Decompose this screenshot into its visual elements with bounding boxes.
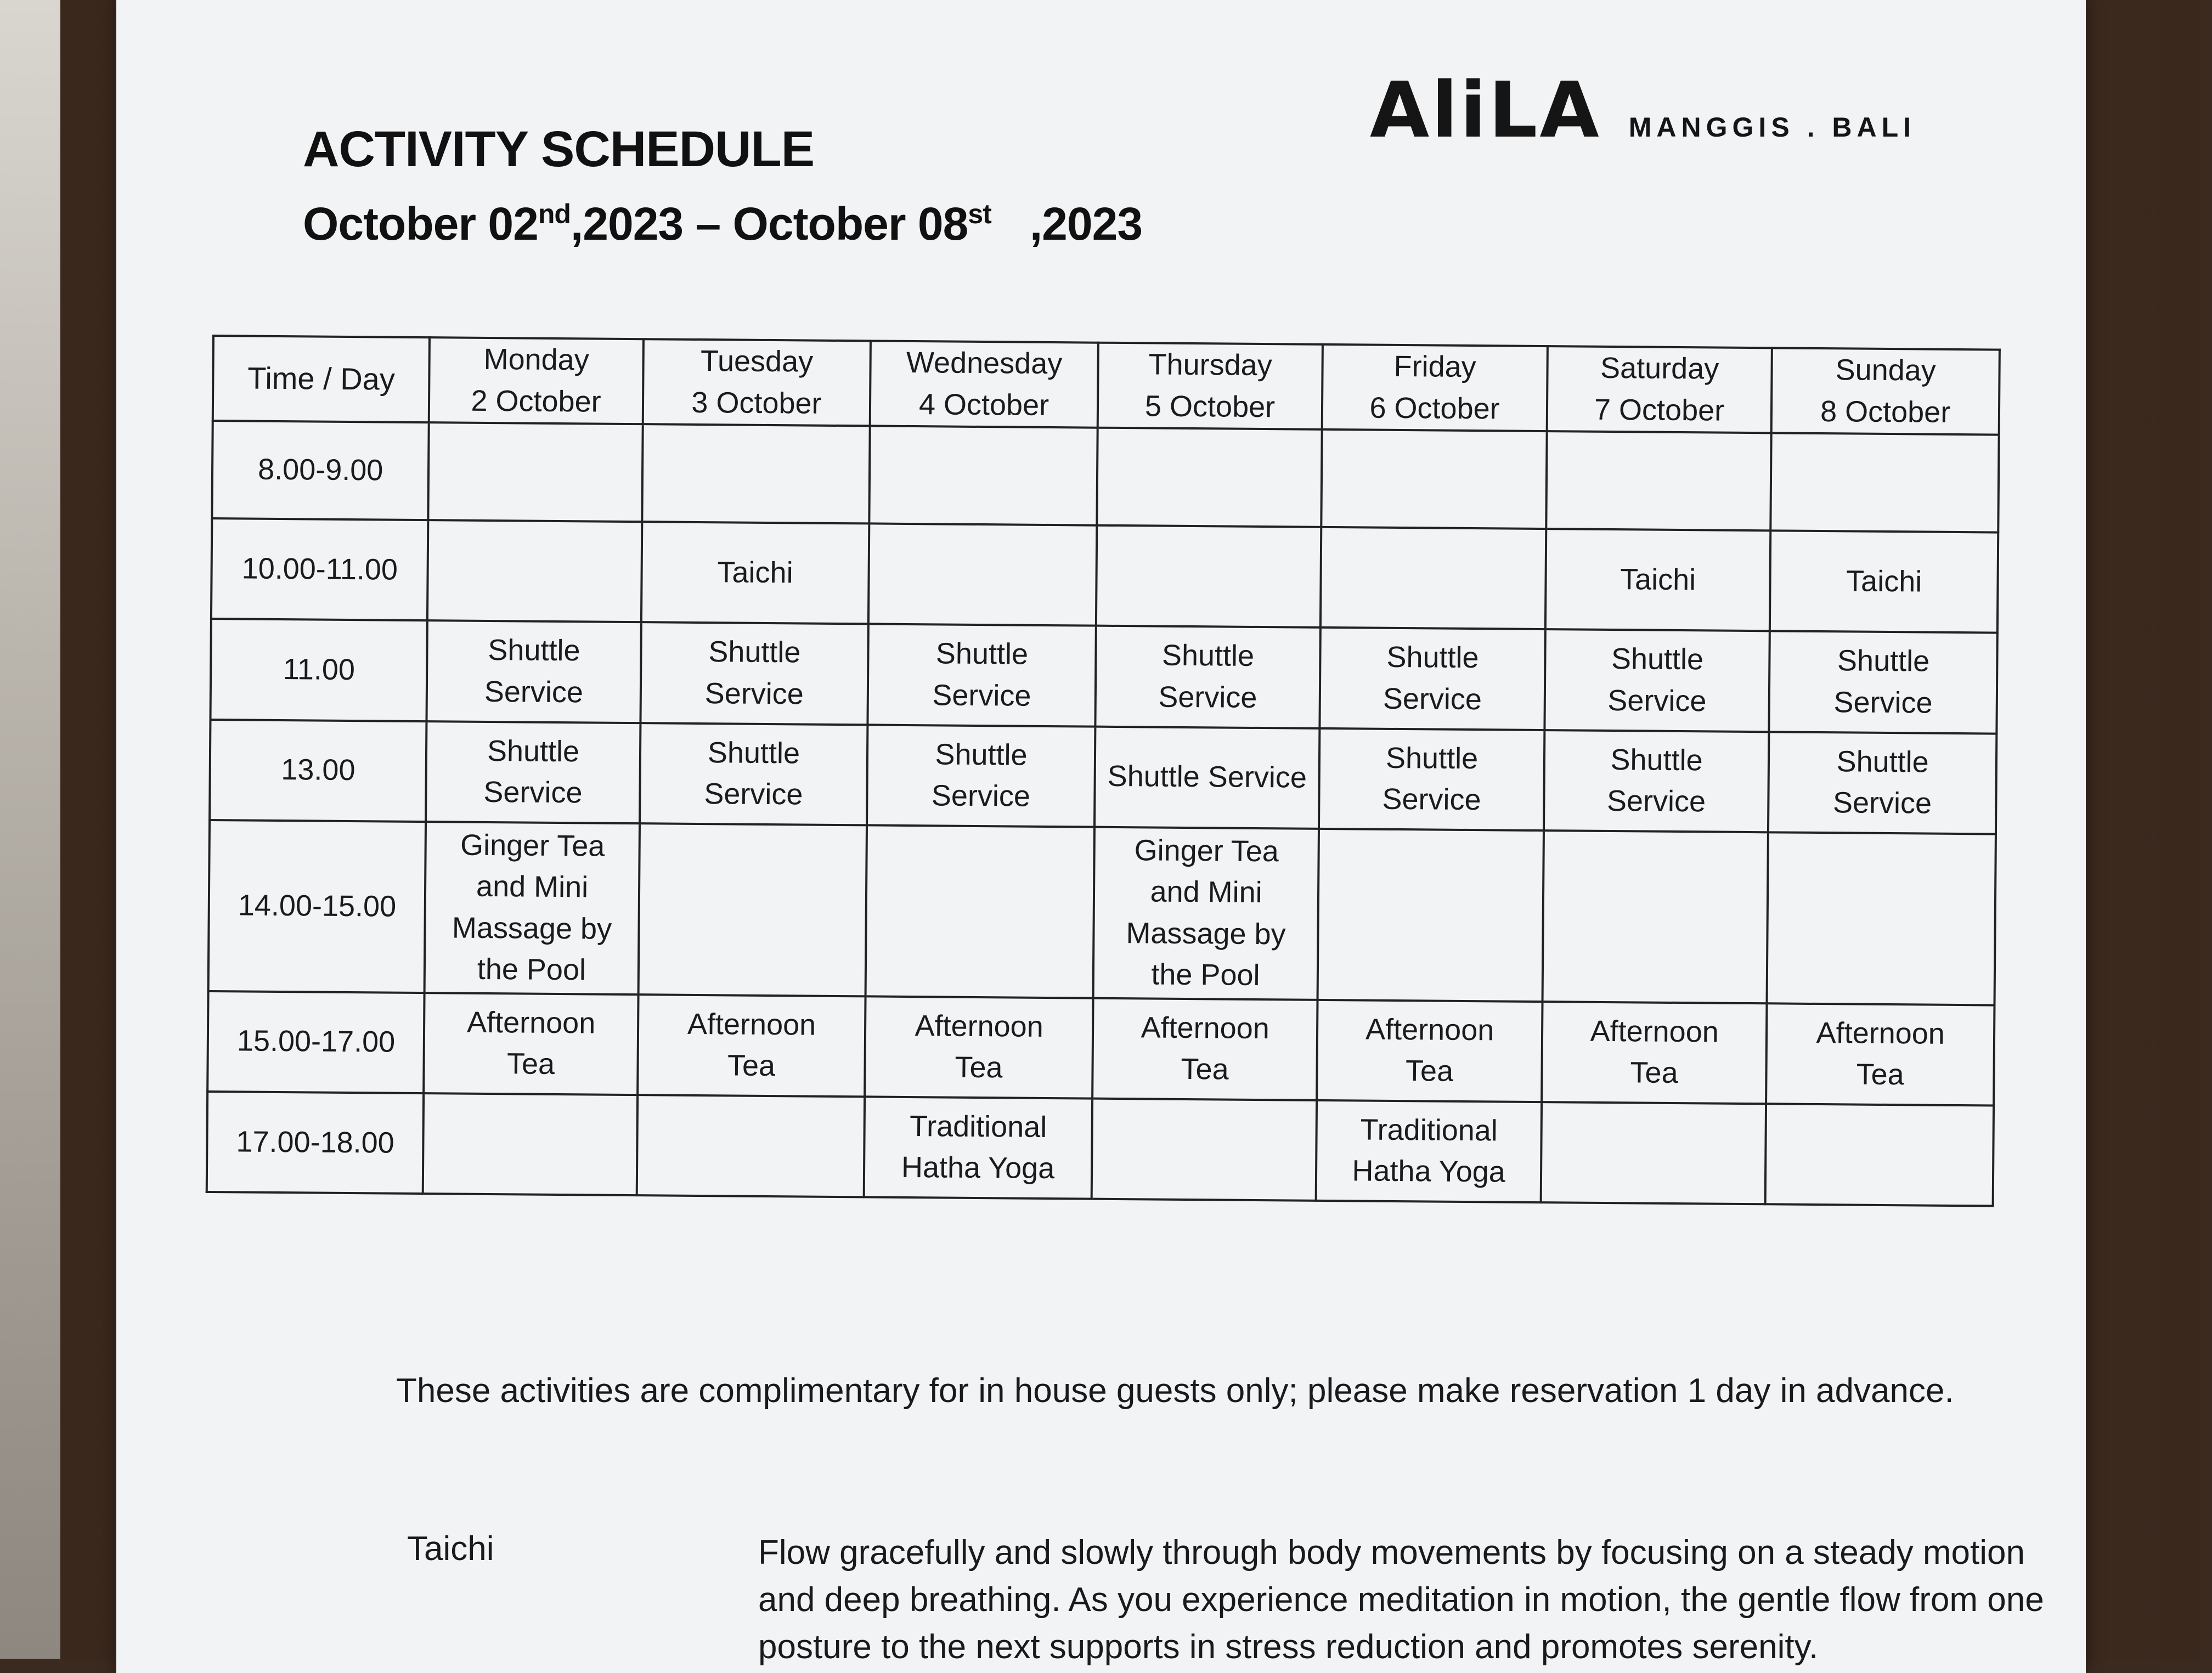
activity-cell bbox=[1096, 525, 1322, 628]
schedule-row bbox=[207, 991, 1994, 1106]
activity-cell: Afternoon Tea bbox=[865, 996, 1093, 1098]
activity-cell bbox=[1091, 1098, 1317, 1200]
header-day: Monday 2 October bbox=[429, 337, 644, 424]
activity-cell: Shuttle Service bbox=[427, 621, 641, 723]
activity-cell: Ginger Tea and Mini Massage by the Pool bbox=[1093, 827, 1319, 999]
activity-cell: Afternoon Tea bbox=[1766, 1003, 1994, 1105]
schedule-row bbox=[210, 619, 1997, 733]
activity-cell: Shuttle Service bbox=[1769, 631, 1997, 733]
activity-cell: Shuttle Service bbox=[426, 721, 640, 823]
activity-cell: Shuttle Service bbox=[1320, 628, 1545, 730]
date-start-year: ,2023 – October 08 bbox=[570, 198, 968, 250]
activity-cell bbox=[638, 823, 867, 996]
description-term: Taichi bbox=[407, 1530, 494, 1568]
activity-cell: Traditional Hatha Yoga bbox=[864, 1097, 1092, 1199]
time-slot: 8.00-9.00 bbox=[212, 421, 429, 520]
time-slot: 14.00-15.00 bbox=[208, 820, 426, 993]
activity-cell: Traditional Hatha Yoga bbox=[1316, 1100, 1542, 1202]
time-slot: 15.00-17.00 bbox=[207, 991, 425, 1093]
activity-cell bbox=[1542, 830, 1768, 1003]
time-slot: 11.00 bbox=[210, 619, 427, 721]
header-day: Sunday 8 October bbox=[1771, 348, 2000, 434]
header-row bbox=[213, 336, 2000, 435]
activity-cell bbox=[1318, 829, 1544, 1002]
activity-cell bbox=[423, 1093, 637, 1195]
brand-logo: AliLA bbox=[1369, 66, 1601, 155]
activity-cell bbox=[870, 426, 1098, 525]
activity-cell: Afternoon Tea bbox=[424, 993, 639, 1095]
date-end-suffix: st bbox=[968, 199, 991, 229]
activity-cell bbox=[1321, 527, 1546, 629]
brand-header bbox=[1370, 66, 1916, 155]
activity-cell: Shuttle Service bbox=[640, 723, 868, 825]
notice-text: These activities are complimentary for in house guests only; please make reservation 1 day in advance. bbox=[396, 1372, 1954, 1410]
activity-cell: Shuttle Service bbox=[867, 725, 1095, 827]
schedule-body bbox=[207, 421, 1999, 1206]
activity-cell bbox=[428, 422, 643, 522]
activity-cell: Afternoon Tea bbox=[637, 994, 866, 1097]
activity-cell: Taichi bbox=[641, 522, 870, 624]
activity-cell: Shuttle Service bbox=[868, 624, 1096, 726]
activity-cell: Ginger Tea and Mini Massage by the Pool bbox=[425, 822, 640, 994]
activity-cell bbox=[866, 825, 1094, 998]
activity-cell bbox=[1541, 1102, 1766, 1204]
activity-schedule-table bbox=[206, 335, 2001, 1207]
activity-cell bbox=[1097, 428, 1322, 527]
schedule-row bbox=[210, 720, 1996, 834]
activity-cell bbox=[1322, 429, 1547, 529]
activity-cell bbox=[1767, 832, 1996, 1005]
activity-cell: Taichi bbox=[1545, 529, 1771, 631]
header-day: Wednesday 4 October bbox=[870, 341, 1098, 427]
activity-cell: Shuttle Service bbox=[1768, 732, 1996, 834]
schedule-sheet bbox=[116, 0, 2086, 1673]
time-slot: 10.00-11.00 bbox=[211, 518, 428, 620]
activity-cell: Afternoon Tea bbox=[1542, 1002, 1767, 1104]
page-title: ACTIVITY SCHEDULE bbox=[303, 121, 815, 177]
header-day: Thursday 5 October bbox=[1098, 343, 1323, 429]
header-day: Friday 6 October bbox=[1322, 344, 1548, 431]
activity-cell bbox=[636, 1095, 865, 1197]
schedule-row bbox=[207, 1092, 1994, 1206]
date-start: October 02 bbox=[303, 198, 538, 250]
activity-cell: Afternoon Tea bbox=[1092, 998, 1318, 1100]
activity-cell bbox=[1765, 1104, 1994, 1206]
time-slot: 17.00-18.00 bbox=[207, 1092, 424, 1194]
activity-cell: Shuttle Service bbox=[1544, 730, 1769, 832]
activity-cell: Shuttle Service bbox=[1544, 630, 1770, 732]
header-day: Saturday 7 October bbox=[1547, 346, 1773, 433]
activity-cell: Shuttle Service bbox=[640, 623, 868, 725]
activity-cell: Shuttle Service bbox=[1319, 728, 1544, 830]
date-end-year: ,2023 bbox=[1029, 198, 1143, 250]
description-text: Flow gracefully and slowly through body movements by focusing on a steady motion and deep breathing. As you experience meditation in motion, the gentle flow from one posture to the next supports in stress reduction and promotes serenity. bbox=[758, 1534, 2044, 1666]
schedule-row bbox=[211, 518, 1998, 633]
time-slot: 13.00 bbox=[210, 720, 427, 822]
brand-location: MANGGIS . BALI bbox=[1628, 112, 1916, 143]
date-start-suffix: nd bbox=[538, 199, 571, 229]
date-range bbox=[303, 197, 1142, 251]
activity-cell: Shuttle Service bbox=[1094, 726, 1320, 828]
activity-cell bbox=[868, 524, 1097, 626]
activity-cell bbox=[427, 520, 642, 622]
activity-cell bbox=[1546, 431, 1771, 530]
schedule-row bbox=[212, 421, 1999, 533]
activity-cell: Afternoon Tea bbox=[1317, 999, 1542, 1101]
header-day: Tuesday 3 October bbox=[642, 339, 871, 426]
activity-cell bbox=[1771, 433, 1999, 533]
header-time-day: Time / Day bbox=[213, 336, 430, 422]
activity-cell: Shuttle Service bbox=[1095, 626, 1321, 728]
activity-cell bbox=[642, 424, 870, 523]
schedule-row bbox=[208, 820, 1996, 1005]
activity-cell: Taichi bbox=[1770, 531, 1998, 633]
